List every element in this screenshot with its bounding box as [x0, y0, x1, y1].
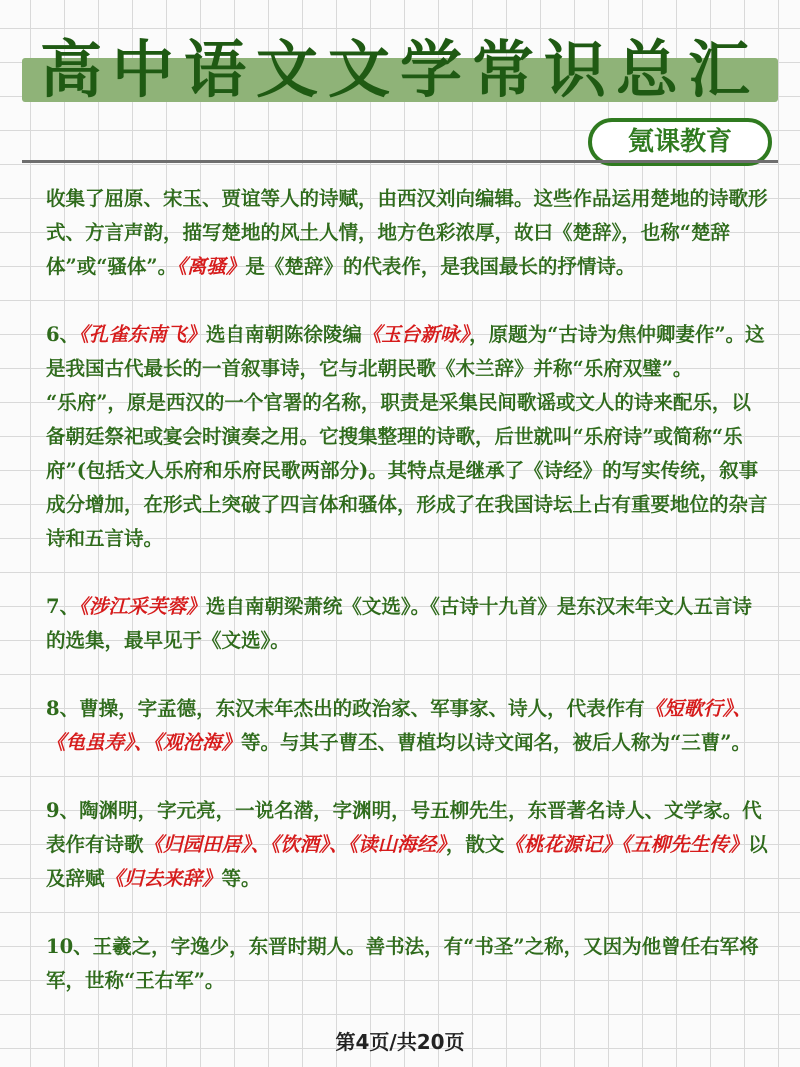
item-number: 7、 [46, 595, 80, 618]
highlight-title: 《归园田居》 [143, 833, 251, 856]
text-span: 收集了屈原、宋玉、贾谊等人的诗赋，由西汉刘向编辑。这些作品运用楚地的诗歌形式、方言声韵，描写楚地的风土人情，地方色彩浓厚，故曰《楚辞》，也称“楚辞体”或“骚体”。 [46, 187, 768, 278]
text-span: 10、王羲之，字逸少，东晋时期人。善书法，有“书圣”之称，又因为他曾任右军将军，世称“王右军”。 [46, 935, 759, 992]
text-span: 8、曹操，字孟德，东汉末年杰出的政治家、军事家、诗人，代表作有 [46, 697, 645, 720]
paragraph-gap [46, 556, 768, 590]
paragraph-gap [46, 896, 768, 930]
item-number: 6、 [46, 323, 80, 346]
brand-badge: 氪课教育 [588, 118, 772, 166]
text-span: “乐府”，原是西汉的一个官署的名称，职责是采集民间歌谣或文人的诗来配乐，以备朝廷祭祀或宴会时演奏之用。它搜集整理的诗歌，后世就叫“乐府诗”或简称“乐府”(包括文人乐府和乐府民歌两部分)。其特点是继承了《诗经》的写实传统，叙事成分增加，在形式上突破了四言体和骚体，形成了在我国诗坛上占有重要地位的杂言诗和五言诗。 [46, 391, 768, 550]
separator: 、 [133, 731, 154, 754]
text-span: ，原题为“古诗为焦仲卿妻作”。这是我国古代最长的一首叙事诗，它与北朝民歌《木兰辞》并称“乐府双璧”。 [46, 323, 765, 380]
separator: 、 [250, 833, 271, 856]
highlight-title: 《涉江采芙蓉》 [79, 595, 206, 618]
highlight-title: 《桃花源记》 [504, 833, 622, 856]
highlight-title: 《离骚》 [177, 255, 246, 278]
header-divider [22, 160, 778, 163]
paragraph-gap [46, 284, 768, 318]
highlight-title: 《五柳先生传》 [621, 833, 749, 856]
highlight-title: 《归去来辞》 [104, 867, 222, 890]
text-span: 是《楚辞》的代表作，是我国最长的抒情诗。 [245, 255, 636, 278]
page-indicator: 第4页/共20页 [335, 1030, 465, 1054]
separator: 、 [732, 697, 752, 720]
text-span: 等。与其子曹丕、曹植均以诗文闻名，被后人称为“三曹”。 [241, 731, 751, 754]
paragraph-item-8 [46, 692, 768, 760]
highlight-title: 《孔雀东南飞》 [79, 323, 206, 346]
article-body [46, 182, 768, 998]
paragraph-item-6 [46, 318, 768, 386]
paragraph-gap [46, 658, 768, 692]
paragraph-item-9 [46, 794, 768, 896]
paragraph-item-7 [46, 590, 768, 658]
text-span: 选自南朝陈徐陵编 [205, 323, 362, 346]
text-span: 选自南朝梁萧统《文选》。《古诗十九首》是东汉末年文人五言诗的选集，最早见于《文选》。 [46, 595, 752, 652]
page-title: 高中语文文学常识总汇 [39, 33, 760, 106]
paragraph-gap [46, 760, 768, 794]
highlight-title: 《龟虽寿》 [46, 731, 134, 754]
separator: 、 [328, 833, 349, 856]
highlight-title: 《玉台新咏》 [361, 323, 470, 346]
highlight-title: 《饮酒》 [270, 833, 329, 856]
text-span: 等。 [221, 867, 261, 890]
paragraph-item-10 [46, 930, 768, 998]
text-span: 以及辞赋 [46, 833, 768, 890]
highlight-title: 《观沧海》 [153, 731, 242, 754]
highlight-title: 《读山海经》 [348, 833, 446, 856]
paragraph-chuci [46, 182, 768, 284]
text-span: 9、陶渊明，字元亮，一说名潜，字渊明，号五柳先生，东晋著名诗人、文学家。代表作有诗歌 [46, 799, 762, 856]
highlight-title: 《短歌行》 [644, 697, 733, 720]
paragraph-yuefu [46, 386, 768, 556]
text-span: ，散文 [445, 833, 505, 856]
